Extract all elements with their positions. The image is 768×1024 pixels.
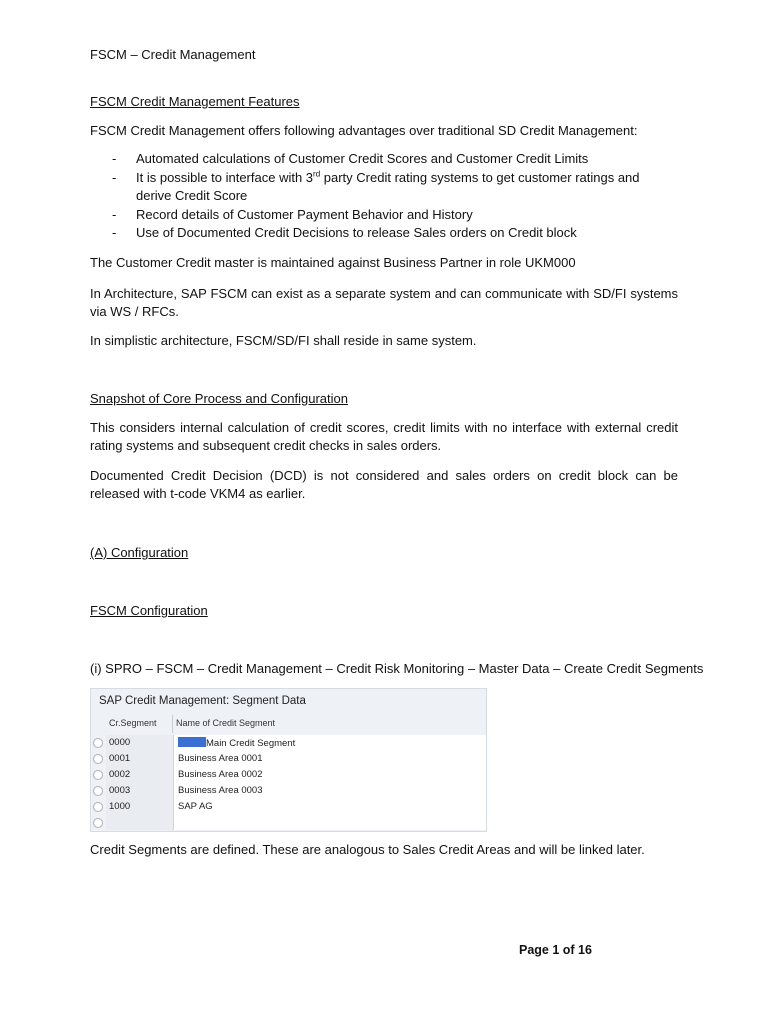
row-radio[interactable] bbox=[93, 786, 103, 796]
table-row-empty[interactable] bbox=[106, 815, 485, 831]
sap-segment-table bbox=[90, 688, 487, 832]
snapshot-para2: Documented Credit Decision (DCD) is not considered and sales orders on credit block can be released with t-code VKM4 as earlier. bbox=[90, 468, 678, 501]
features-list bbox=[90, 150, 678, 243]
list-item: - It is possible to interface with 3rd party Credit rating systems to get customer ratings and derive Credit Score bbox=[112, 169, 640, 203]
after-table-text: Credit Segments are defined. These are analogous to Sales Credit Areas and will be linked later. bbox=[90, 842, 645, 857]
row-radio[interactable] bbox=[93, 802, 103, 812]
table-row[interactable]: 0003 Business Area 0003 bbox=[106, 783, 485, 799]
row-radio[interactable] bbox=[93, 754, 103, 764]
column-header-name: Name of Credit Segment bbox=[176, 718, 276, 728]
page-number: Page 1 of 16 bbox=[519, 943, 592, 957]
master-text: The Customer Credit master is maintained against Business Partner in role UKM000 bbox=[90, 255, 576, 270]
list-item: - Use of Documented Credit Decisions to release Sales orders on Credit block bbox=[112, 225, 577, 240]
column-header-segment: Cr.Segment bbox=[109, 718, 157, 728]
document-title: FSCM – Credit Management bbox=[90, 47, 256, 62]
snapshot-heading: Snapshot of Core Process and Configuration bbox=[90, 391, 348, 406]
table-row[interactable]: 0000 Main Credit Segment bbox=[106, 735, 485, 751]
spro-path: (i) SPRO – FSCM – Credit Management – Credit Risk Monitoring – Master Data – Create Credit Segments bbox=[90, 661, 704, 676]
list-item: - Record details of Customer Payment Behavior and History bbox=[112, 206, 473, 222]
highlight-marker bbox=[178, 737, 206, 747]
snapshot-para1: This considers internal calculation of credit scores, credit limits with no interface with external credit rating systems and subsequent credit checks in sales orders. bbox=[90, 420, 678, 453]
row-radio[interactable] bbox=[93, 770, 103, 780]
configuration-heading: (A) Configuration bbox=[90, 545, 189, 560]
table-row[interactable]: 1000 SAP AG bbox=[106, 799, 485, 815]
table-row[interactable]: 0002 Business Area 0002 bbox=[106, 767, 485, 783]
list-item: - Automated calculations of Customer Credit Scores and Customer Credit Limits bbox=[112, 151, 589, 166]
row-radio[interactable] bbox=[93, 818, 103, 828]
table-row[interactable]: 0001 Business Area 0001 bbox=[106, 751, 485, 767]
row-radio[interactable] bbox=[93, 738, 103, 748]
features-heading: FSCM Credit Management Features bbox=[90, 94, 300, 109]
sap-table-body bbox=[106, 735, 485, 830]
architecture-text: In Architecture, SAP FSCM can exist as a separate system and can communicate with SD/FI systems via WS / RFCs. bbox=[90, 286, 678, 319]
sap-table-title: SAP Credit Management: Segment Data bbox=[99, 695, 306, 707]
fscm-configuration-heading: FSCM Configuration bbox=[90, 603, 208, 618]
simplistic-text: In simplistic architecture, FSCM/SD/FI shall reside in same system. bbox=[90, 333, 477, 348]
features-intro: FSCM Credit Management offers following advantages over traditional SD Credit Management: bbox=[90, 123, 638, 138]
sap-table-header bbox=[91, 713, 486, 735]
